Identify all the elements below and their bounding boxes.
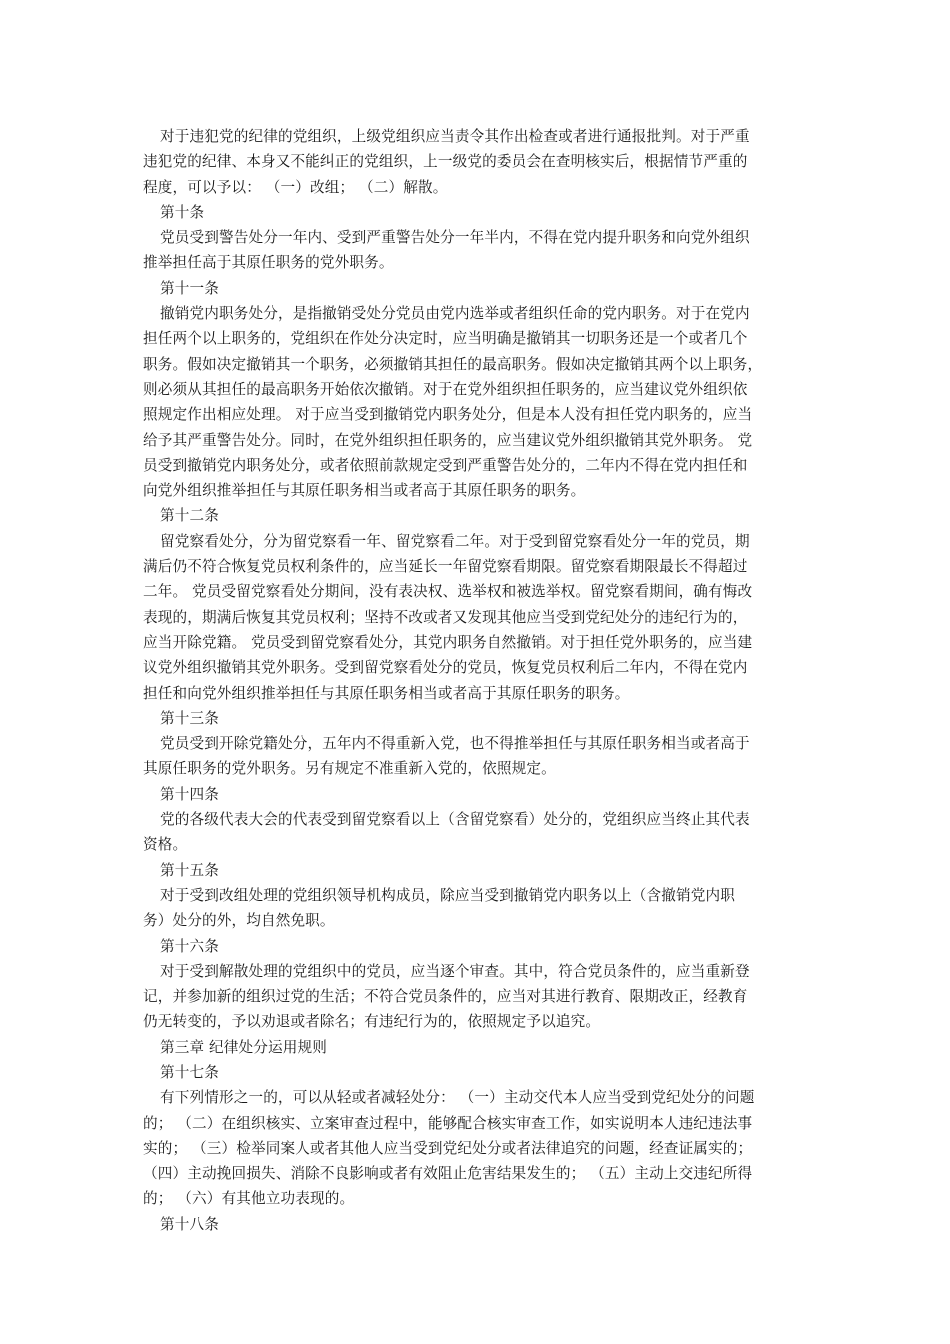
paragraph-line: 记，并参加新的组织过党的生活；不符合党员条件的，应当对其进行教育、限期改正，经教育 bbox=[143, 988, 748, 1006]
paragraph-line: 应当开除党籍。 党员受到留党察看处分，其党内职务自然撤销。对于担任党外职务的，应当建 bbox=[143, 633, 753, 651]
paragraph-line: 党的各级代表大会的代表受到留党察看以上（含留党察看）处分的，党组织应当终止其代表 bbox=[160, 811, 750, 829]
paragraph-line: 违犯党的纪律、本身又不能纠正的党组织，上一级党的委员会在查明核实后，根据情节严重的 bbox=[143, 153, 748, 171]
paragraph-line: 则必须从其担任的最高职务开始依次撤销。对于在党外组织担任职务的，应当建议党外组织依 bbox=[143, 380, 748, 398]
paragraph-line: 满后仍不符合恢复党员权利条件的，应当延长一年留党察看期限。留党察看期限最长不得超过 bbox=[143, 558, 748, 576]
paragraph-line: 对于受到解散处理的党组织中的党员，应当逐个审查。其中，符合党员条件的，应当重新登 bbox=[160, 962, 750, 980]
paragraph-line: （四）主动挽回损失、消除不良影响或者有效阻止危害结果发生的； （五）主动上交违纪所得 bbox=[143, 1165, 753, 1183]
article-heading: 第十二条 bbox=[160, 507, 219, 525]
document-page bbox=[143, 124, 813, 1237]
paragraph-line: 实的； （三）检举同案人或者其他人应当受到党纪处分或者法律追究的问题，经查证属实的； bbox=[143, 1139, 753, 1157]
article-heading: 第十三条 bbox=[160, 709, 219, 727]
paragraph-line: 党员受到警告处分一年内、受到严重警告处分一年半内，不得在党内提升职务和向党外组织 bbox=[160, 229, 750, 247]
article-heading: 第十一条 bbox=[160, 279, 219, 297]
paragraph-line: 职务。假如决定撤销其一个职务，必须撤销其担任的最高职务。假如决定撤销其两个以上职务， bbox=[143, 355, 763, 373]
paragraph-line: 推举担任高于其原任职务的党外职务。 bbox=[143, 254, 394, 272]
article-heading: 第十七条 bbox=[160, 1063, 219, 1081]
article-heading: 第十条 bbox=[160, 203, 205, 221]
paragraph-line: 的； （二）在组织核实、立案审查过程中，能够配合核实审查工作，如实说明本人违纪违法事 bbox=[143, 1114, 753, 1132]
paragraph-line: 担任两个以上职务的，党组织在作处分决定时，应当明确是撤销其一切职务还是一个或者几个 bbox=[143, 330, 748, 348]
paragraph-line: 的； （六）有其他立功表现的。 bbox=[143, 1190, 355, 1208]
article-heading: 第十六条 bbox=[160, 937, 219, 955]
paragraph-line: 担任和向党外组织推举担任与其原任职务相当或者高于其原任职务的职务。 bbox=[143, 684, 630, 702]
paragraph-line: 务）处分的外，均自然免职。 bbox=[143, 912, 335, 930]
paragraph-line: 撤销党内职务处分，是指撤销受处分党员由党内选举或者组织任命的党内职务。对于在党内 bbox=[160, 305, 750, 323]
article-heading: 第三章 纪律处分运用规则 bbox=[160, 1038, 327, 1056]
paragraph-line: 党员受到开除党籍处分，五年内不得重新入党，也不得推举担任与其原任职务相当或者高于 bbox=[160, 735, 750, 753]
paragraph-line: 向党外组织推举担任与其原任职务相当或者高于其原任职务的职务。 bbox=[143, 482, 586, 500]
paragraph-line: 资格。 bbox=[143, 836, 188, 854]
paragraph-line: 其原任职务的党外职务。另有规定不准重新入党的，依照规定。 bbox=[143, 760, 556, 778]
paragraph-line: 对于违犯党的纪律的党组织，上级党组织应当责令其作出检查或者进行通报批判。对于严重 bbox=[160, 128, 750, 145]
paragraph-line: 程度，可以予以： （一）改组； （二）解散。 bbox=[143, 178, 448, 196]
paragraph-line: 给予其严重警告处分。同时，在党外组织担任职务的，应当建议党外组织撤销其党外职务。 党 bbox=[143, 431, 753, 449]
paragraph-line: 仍无转变的，予以劝退或者除名；有违纪行为的，依照规定予以追究。 bbox=[143, 1013, 601, 1031]
article-heading: 第十八条 bbox=[160, 1215, 219, 1233]
paragraph-line: 表现的，期满后恢复其党员权利；坚持不改或者又发现其他应当受到党纪处分的违纪行为的， bbox=[143, 608, 748, 626]
paragraph-line: 议党外组织撤销其党外职务。受到留党察看处分的党员，恢复党员权利后二年内，不得在党内 bbox=[143, 659, 748, 677]
paragraph-line: 对于受到改组处理的党组织领导机构成员，除应当受到撤销党内职务以上（含撤销党内职 bbox=[160, 886, 736, 904]
paragraph-line: 留党察看处分，分为留党察看一年、留党察看二年。对于受到留党察看处分一年的党员，期 bbox=[160, 532, 750, 550]
paragraph-line: 照规定作出相应处理。 对于应当受到撤销党内职务处分，但是本人没有担任党内职务的，应当 bbox=[143, 406, 753, 424]
paragraph-line: 二年。 党员受留党察看处分期间，没有表决权、选举权和被选举权。留党察看期间，确有悔改 bbox=[143, 583, 753, 601]
paragraph-line: 有下列情形之一的，可以从轻或者减轻处分： （一）主动交代本人应当受到党纪处分的问题 bbox=[160, 1089, 755, 1107]
article-heading: 第十五条 bbox=[160, 861, 219, 879]
article-heading: 第十四条 bbox=[160, 785, 219, 803]
paragraph-line: 员受到撤销党内职务处分，或者依照前款规定受到严重警告处分的，二年内不得在党内担任和 bbox=[143, 456, 748, 474]
